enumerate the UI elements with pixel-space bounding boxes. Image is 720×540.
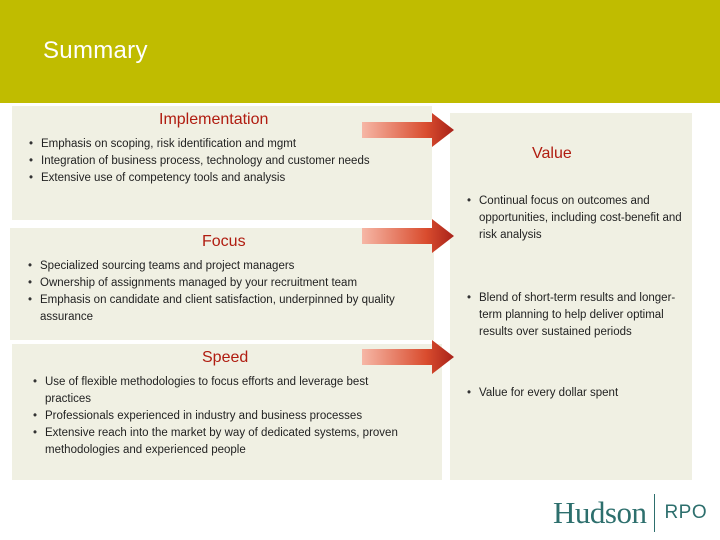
list-item: • Extensive reach into the market by way of dedicated systems, proven methodologies and experienced people [31, 425, 401, 459]
speed-list [31, 374, 401, 459]
list-item: • Use of flexible methodologies to focus efforts and leverage best practices [31, 374, 401, 408]
list-item: • Emphasis on scoping, risk identification and mgmt [27, 136, 427, 153]
logo-subtitle: RPO [664, 502, 708, 523]
arrow-right-icon [362, 219, 454, 253]
value-box [450, 113, 692, 480]
list-item: • Emphasis on candidate and client satisfaction, underpinned by quality assurance [26, 292, 411, 326]
value-title: Value [532, 145, 572, 162]
list-item: • Extensive use of competency tools and analysis [27, 170, 427, 187]
page-title: Summary [43, 37, 148, 64]
implementation-title: Implementation [159, 111, 269, 128]
hudson-rpo-logo [553, 493, 707, 533]
logo-wordmark: Hudson [553, 495, 647, 530]
header-bar [0, 0, 720, 103]
arrow-right-icon [362, 113, 454, 147]
list-item: • Ownership of assignments managed by your recruitment team [26, 275, 411, 292]
focus-title: Focus [202, 233, 246, 250]
value-list [465, 193, 687, 402]
focus-list [26, 258, 411, 326]
list-item: • Specialized sourcing teams and project managers [26, 258, 411, 275]
speed-title: Speed [202, 349, 249, 366]
list-item: • Blend of short-term results and longer-term planning to help deliver optimal results over sustained periods [465, 290, 687, 341]
list-item: • Continual focus on outcomes and opportunities, including cost-benefit and risk analysis [465, 193, 687, 244]
list-item: • Professionals experienced in industry and business processes [31, 408, 401, 425]
list-item: • Value for every dollar spent [465, 385, 687, 402]
logo-divider [654, 494, 655, 532]
list-item: • Integration of business process, technology and customer needs [27, 153, 427, 170]
arrow-right-icon [362, 340, 454, 374]
